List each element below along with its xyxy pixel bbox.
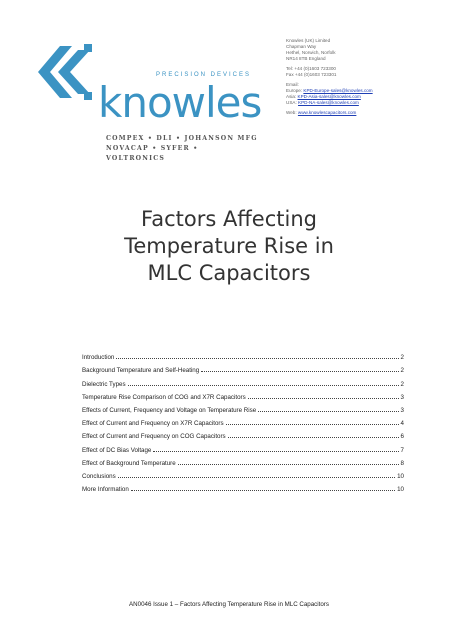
address-company: Knowles (UK) Limited [286, 38, 331, 43]
toc-entry[interactable] [82, 348, 404, 361]
toc-leader [258, 411, 398, 412]
address-line-2: Hethel, Norwich, Norfolk [286, 50, 336, 55]
page-footer: AN0046 Issue 1 – Factors Affecting Temperature Rise in MLC Capacitors [129, 601, 329, 608]
toc-label: More Information [82, 486, 129, 494]
toc-entry[interactable] [82, 480, 404, 493]
toc-leader [131, 490, 395, 491]
company-address [286, 38, 373, 116]
brands-line-2: NOVACAP • SYFER • VOLTRONICS [106, 145, 199, 162]
toc-page: 6 [400, 433, 404, 441]
knowles-logo [38, 36, 262, 162]
logo-wordmark: knowles [98, 78, 262, 127]
table-of-contents [82, 348, 404, 493]
toc-leader [226, 424, 399, 425]
toc-entry[interactable] [82, 454, 404, 467]
asia-label: Asia: [286, 94, 297, 99]
address-fax: Fax +44 (0)1603 723301 [286, 72, 337, 77]
toc-label: Conclusions [82, 472, 116, 480]
toc-entry[interactable] [82, 374, 404, 387]
toc-page: 3 [400, 393, 404, 401]
toc-page: 2 [400, 380, 404, 388]
toc-label: Effect of Current and Frequency on COG Capacitors [82, 433, 226, 441]
toc-entry[interactable] [82, 401, 404, 414]
brands-line-1: COMPEX • DLI • JOHANSON MFG [106, 135, 258, 142]
toc-label: Effect of Current and Frequency on X7R Capacitors [82, 420, 224, 428]
toc-entry[interactable] [82, 427, 404, 440]
address-tel: Tel: +44 (0)1603 723300 [286, 66, 336, 71]
toc-leader [201, 371, 398, 372]
web-link[interactable]: www.knowlescapacitors.com [297, 110, 357, 115]
toc-page: 2 [400, 354, 404, 362]
toc-label: Effect of DC Bias Voltage [82, 446, 152, 454]
title-line-3: MLC Capacitors [147, 261, 311, 285]
address-web [286, 110, 373, 116]
toc-entry[interactable] [82, 361, 404, 374]
toc-label: Introduction [82, 354, 115, 362]
toc-label: Background Temperature and Self-Heating [82, 367, 200, 375]
toc-label: Effects of Current, Frequency and Voltage on Temperature Rise [82, 406, 257, 414]
toc-entry[interactable] [82, 388, 404, 401]
toc-leader [178, 464, 399, 465]
toc-page: 7 [400, 446, 404, 454]
europe-label: Europe: [286, 88, 303, 93]
toc-leader [153, 451, 398, 452]
toc-leader [128, 385, 399, 386]
logo-brands [106, 134, 258, 164]
usa-email-link[interactable]: KPD-NA-sales@knowles.com [298, 100, 359, 105]
toc-page: 3 [400, 406, 404, 414]
web-label: Web: [286, 110, 297, 115]
toc-label: Effect of Background Temperature [82, 459, 176, 467]
toc-page: 2 [400, 367, 404, 375]
address-email-label: Email: [286, 82, 299, 87]
asia-email-link[interactable]: KPD-Asia-sales@knowles.com [297, 94, 361, 99]
toc-label: Temperature Rise Comparison of COG and X7R Capacitors [82, 393, 246, 401]
address-line-3: NR14 8TB England [286, 56, 326, 61]
toc-leader [116, 358, 398, 359]
toc-entry[interactable] [82, 440, 404, 453]
toc-page: 8 [400, 459, 404, 467]
toc-entry[interactable] [82, 414, 404, 427]
toc-page: 10 [397, 472, 404, 480]
address-line-1: Chapman Way [286, 44, 317, 49]
toc-entry[interactable] [82, 467, 404, 480]
toc-page: 4 [400, 420, 404, 428]
toc-leader [248, 398, 399, 399]
knowles-chevron-icon [38, 42, 96, 102]
europe-email-link[interactable]: KPD-Europe-sales@knowles.com [303, 88, 373, 93]
title-line-1: Factors Affecting [141, 207, 317, 231]
usa-label: USA: [286, 100, 297, 105]
document-title [0, 206, 458, 287]
title-line-2: Temperature Rise in [124, 234, 334, 258]
toc-leader [118, 477, 395, 478]
logo-tagline: PRECISION DEVICES [156, 72, 252, 78]
toc-page: 10 [397, 486, 404, 494]
toc-leader [228, 437, 399, 438]
toc-label: Dielectric Types [82, 380, 126, 388]
